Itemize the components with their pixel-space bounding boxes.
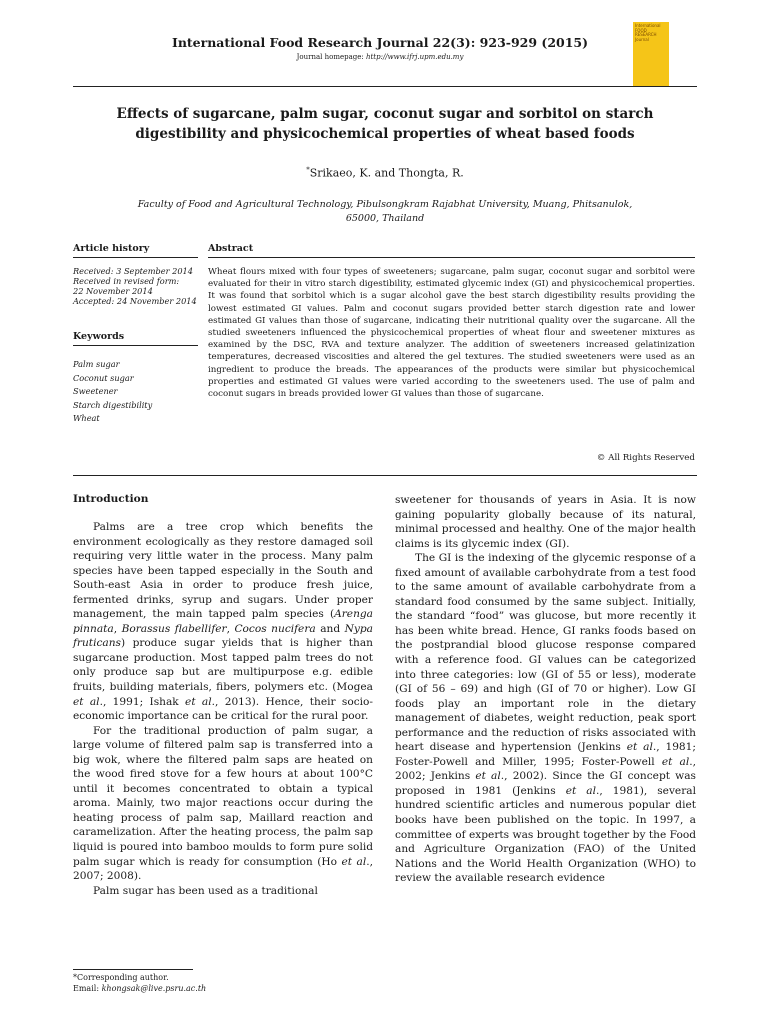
article-history-heading: Article history <box>73 243 150 254</box>
author-mark: * <box>306 166 310 174</box>
keyword-item: Coconut sugar <box>73 372 134 383</box>
homepage-link[interactable]: http://www.ifrj.upm.edu.my <box>365 53 464 61</box>
keyword-item: Sweetener <box>73 386 118 396</box>
article-history-rule <box>73 257 198 258</box>
journal-logo <box>633 22 669 86</box>
keyword-item: Starch digestibility <box>73 399 153 410</box>
journal-homepage <box>180 53 580 61</box>
keywords <box>73 331 198 426</box>
email-line: Email: khongsak@live.psru.ac.th <box>73 984 207 993</box>
revised-date: 22 November 2014 <box>73 286 153 296</box>
abstract-header <box>208 243 695 258</box>
footnote-rule <box>73 969 193 970</box>
email-link[interactable]: khongsak@live.psru.ac.th <box>101 984 207 993</box>
homepage-label: Journal homepage: <box>296 53 366 61</box>
footnote <box>73 972 206 994</box>
keyword-item: Palm sugar <box>73 359 120 369</box>
affiliation: Faculty of Food and Agricultural Technology, Pibulsongkram Rajabhat University, Muang, Phitsanulok, 65000, Thailand <box>137 199 633 224</box>
author-names: Srikaeo, K. and Thongta, R. <box>309 166 464 180</box>
abstract-text: Wheat flours mixed with four types of sweeteners; sugarcane, palm sugar, coconut sugar and sorbitol were evaluated for their in vitro starch digestibility, estimated glycemic index (GI) and physicochemical properties. It was found that sorbitol which is a sugar alcohol gave the best starch digestibility results providing the lowest estimated GI values. Palm and coconut sugars provided better starch digestion rate and lower estimated GI values than those of sugarcane, indicating their nutritional quality over the sugarcane. All the studied sweeteners influenced the physicochemical properties of wheat flour and sweetener mixtures as examined by the DSC, RVA and texture analyzer. The addition of sweeteners increased gelatinization temperatures, decreased viscosities and altered the gel textures. The studied sweeteners were used as an ingredient to produce the breads. The appearances of the products were similar but physicochemical properties and estimated GI values were varied according to the sweeteners used. The use of palm and coconut sugars in breads provided lower GI values than those of sugarcane. <box>208 267 695 400</box>
introduction-heading: Introduction <box>73 493 149 505</box>
article-history <box>73 243 198 306</box>
keyword-item: Wheat <box>73 413 100 423</box>
right-paragraph-2: The GI is the indexing of the glycemic response of a fixed amount of available carbohydrate from a test food to the same amount of available carbohydrate from a standard food consumed by the same subject. Initially, the standard “food” was glucose, but more recently it has been white bread. Hence, GI ranks foods based on the postprandial blood glucose response compared with a reference food. GI values can be categorized into three categories: low (GI of 55 or less), moderate (GI of 56 – 69) and high (GI of 70 or higher). Low GI foods play an important role in the dietary management of diabetes, weight reduction, peak sport performance and the reduction of risks associated with heart disease and hypertension (Jenkins et al., 1981; Foster-Powell and Miller, 1995; Foster-Powell et al., 2002; Jenkins et al., 2002). Since the GI concept was proposed in 1981 (Jenkins et al., 1981), several hundred scientific articles and numerous popular diet books have been published on the topic. In 1997, a committee of experts was brought together by the Food and Agriculture Organization (FAO) of the United Nations and the World Health Organization (WHO) to review the available research evidence <box>395 552 696 885</box>
keywords-heading: Keywords <box>73 331 125 342</box>
revised-label: Received in revised form: <box>73 276 180 286</box>
authors <box>200 166 570 180</box>
journal-logo-text: International FOOD RESEARCH Journal <box>635 23 661 42</box>
journal-title: International Food Research Journal 22(3): 923-929 (2015) <box>171 35 589 50</box>
right-paragraph-1: sweetener for thousands of years in Asia. It is now gaining popularity globally because of its natural, minimal processed and healthy. One of the major health claims is its glycemic index (GI). <box>395 494 696 550</box>
corresponding-author: *Corresponding author. <box>73 973 169 982</box>
abstract-heading: Abstract <box>208 243 254 254</box>
received-date: Received: 3 September 2014 <box>73 266 193 276</box>
intro-paragraph-2: For the traditional production of palm sugar, a large volume of filtered palm sap is transferred into a big wok, where the filtered palm saps are heated on the wood fired stove for a few hours at about 100°C until it becomes concentrated to obtain a typical aroma. Mainly, two major reactions occur during the heating process of palm sap, Maillard reaction and caramelization. After the heating process, the palm sap liquid is poured into bamboo moulds to form pure solid palm sugar which is ready for consumption (Ho et al., 2007; 2008). <box>73 724 373 883</box>
abstract-bottom-rule <box>73 475 697 476</box>
left-column <box>73 520 373 898</box>
paper-title: Effects of sugarcane, palm sugar, coconut sugar and sorbitol on starch digestibility and physicochemical properties of wheat based foods <box>116 106 654 142</box>
abstract-rule <box>208 257 695 258</box>
intro-paragraph-3: Palm sugar has been used as a traditional <box>93 884 318 897</box>
keywords-rule <box>73 345 198 346</box>
intro-paragraph-1: Palms are a tree crop which benefits the environment ecologically as they restore damaged soil requiring very little water in the process. Many palm species have been tapped especially in the South and South-east Asia in order to produce fresh juice, fermented drinks, syrup and sugars. Under proper management, the main tapped palm species (Arenga pinnata, Borassus flabellifer, Cocos nucifera and Nypa fruticans) produce sugar yields that is higher than sugarcane production. Most tapped palm trees do not only produce sap but are multipurpose e.g. edible fruits, building materials, fibers, polymers etc. (Mogea et al., 1991; Ishak et al., 2013). Hence, their socio-economic importance can be critical for the rural poor. <box>73 521 373 723</box>
header-rule <box>73 86 697 87</box>
accepted-date: Accepted: 24 November 2014 <box>73 296 197 306</box>
rights-notice: © All Rights Reserved <box>596 453 695 463</box>
right-column <box>395 493 696 886</box>
